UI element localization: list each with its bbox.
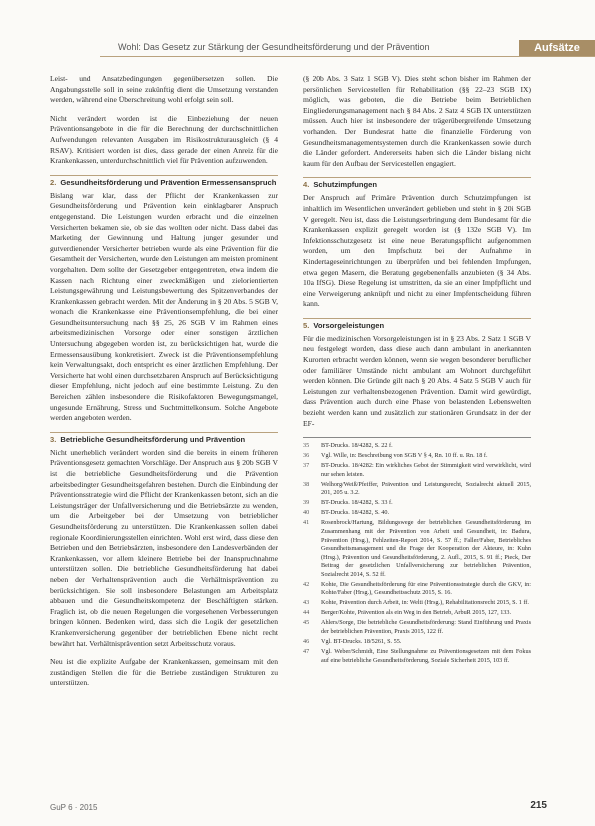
section-title: Betriebliche Gesundheitsförderung und Prävention [60, 434, 246, 444]
footnote [303, 452, 531, 461]
footnote-number: 36 [303, 452, 310, 460]
footnote-text: Vgl. Weber/Schmidt, Eine Stellungnahme zu Präventionsgesetzen mit dem Fokus auf eine betriebliche Gesundheitsförderung, Soziale Sicherheit 2015, 103 ff. [321, 647, 531, 664]
section-number: 2. [50, 177, 57, 187]
footnote-text: BT-Drucks. 18/4282, S. 33 f. [321, 499, 393, 507]
footnote [303, 599, 531, 608]
section-heading [303, 318, 531, 331]
footnote-text: Vgl. BT-Drucks. 18/5261, S. 55. [321, 637, 402, 645]
footnote-text: Welhorg/Weiß/Pfeiffer, Prävention und Leistungsrecht, Sozialrecht aktuell 2015, 201, 205 u. 3.2. [321, 480, 531, 497]
footnote [303, 638, 531, 647]
footnote-number: 39 [303, 499, 310, 507]
paragraph: Leist- und Ansatzbedingungen gegenübersetzen sollen. Die Angabungsstelle soll in seine zukünftig dient die Umsetzung verstanden werden, während eine Überschreitung wohl erfolgt sein soll. [50, 74, 278, 105]
footnote-text: BT-Drucks. 18/4282, S. 22 f. [321, 442, 393, 450]
paragraph: Nicht unerheblich verändert worden sind die bereits in einem früheren Präventionsgesetz gemachten Vorschläge. Der Anspruch aus § 20b SGB V ist die betriebliche Gesundheitsförderung und die Prävention arbeitsbedingter Gesundheitsgefahren bestehen. Durch die Einbindung der Präventionsstrategie wird die Pflicht der Krankenkassen betont, sich an die Leistungsträger der Unfallversicherung und die Betriebsärzte zu wenden, um die Arbeitgeber bei der Umsetzung von betrieblicher Gesundheitsförderung zu unterstützen. Die Krankenkassen sollen dabei regionale Koordinierungsstellen einrichten. Wohl erst wird, dass diese den Betrieben und den Betriebsärzten, insbesondere den Landesverbänden der Krankenkassen, vor allem kleinere Betriebe bei der Inanspruchnahme unterstützen sollen. Die betriebliche Gesundheitsförderung hat dabei neben der Verhaltensprävention auch die Verhältnisprävention zu berücksichtigen. Sie soll insbesondere Belastungen am Arbeitsplatz abbauen und die Gesundheitskompetenz der Beschäftigten stärken. Fraglich ist, ob die neuen Regelungen die vorgesehenen Verbesserungen bringen können. Bedenken wird, dass sich die Logik der gesetzlichen Krankenversicherung gegenüber der betrieblichen Ebene nicht recht bewährt hat. Verhältnisprävention setzt Arbeitsschutz voraus. [50, 447, 278, 648]
section-tag: Aufsätze [519, 40, 595, 56]
footnote-number: 37 [303, 462, 310, 470]
footnote-number: 40 [303, 509, 310, 517]
footnote-number: 41 [303, 519, 310, 527]
footnote-text: Ahlers/Sorge, Die betriebliche Gesundheitsförderung: Stand Einführung und Praxis der betrieblichen Prävention, Praxis 2015, 122 ff. [321, 619, 531, 635]
section-number: 3. [50, 434, 57, 444]
footnote-number: 45 [303, 619, 310, 627]
footnote-text: BT-Drucks. 18/4282, S. 40. [321, 509, 390, 517]
footnote-text: Rosenbrock/Hartung, Bildungswege der betrieblichen Gesundheitsförderung im Zusammenhang mit der Prävention von Arbeit und Gesundheit, in: Badura, Prävention (Hrsg.), Fehlzeiten-Report 2014, S. 57 ff.; Faller/Faber, Betriebliches Gesundheitsmanagement und die Frage der Kooperation der Akteure, in: Kuhn (Hrsg.), Prävention und Gesundheitsförderung, 2. Aufl., 2015, S. 91 ff.; Pieck, Der Beitrag der gesetzlichen Unfallversicherung zur betrieblichen Prävention, Sozialrecht 2014, S. 52 ff. [321, 519, 531, 578]
footnote-text: Berger/Kohte, Prävention als ein Weg in den Betrieb, ArbuR 2015, 127, 133. [321, 609, 512, 617]
footer-journal: GuP 6 · 2015 [50, 803, 98, 812]
footnote [303, 648, 531, 665]
footnote [303, 509, 531, 518]
footnote [303, 499, 531, 508]
right-column [303, 74, 531, 667]
paragraph: (§ 20b Abs. 3 Satz 1 SGB V). Dies steht schon bisher im Rahmen der persönlichen Servicestellen für Rehabilitation (§§ 22–23 SGB IX) möglich, was geboten, die die Betriebe beim Betrieblichen Eingliederungsmanagement nach § 84 Abs. 2 Satz 4 SGB IX unterstützen müssen. Auch hier ist insbesondere der trägerübergreifende Umsetzung vorhanden. Der Bundesrat hatte die finanzielle Förderung von Gesundheitsmanagementsystemen durch die Krankenkassen sowie durch die Länder gefordert. Andererseits haben sich die Länder bislang nicht kaum für den Aufbau der Servicestellen engagiert. [303, 74, 531, 168]
section-title: Gesundheitsförderung und Prävention Ermessensanspruch [60, 177, 277, 187]
footnote-number: 44 [303, 609, 310, 617]
running-title: Wohl: Das Gesetz zur Stärkung der Gesundheitsförderung und der Prävention [118, 42, 430, 52]
paragraph: Nicht verändert worden ist die Einbeziehung der neuen Präventionsangebote in die für die Berechnung der durchschnittlichen Aufwendungen relevanten Ausgaben im Risikostrukturausgleich (§ 4 RSAV). Kritisiert worden ist dies, dass gerade der einen Anreiz für die Krankenkassen, unterdurchschnittlich viel für Prävention aufzuwenden. [50, 113, 278, 166]
paragraph: Für die medizinischen Vorsorgeleistungen ist in § 23 Abs. 2 Satz 1 SGB V neu festgelegt worden, dass diese auch dann ambulant in anerkannten Kurorten erbracht werden können, wenn sie wegen besonderer beruflicher oder familiärer Umstände nicht ambulant am Wohnort durchgeführt werden können. Die Gründe gilt nach § 20 Abs. 4 Satz 5 SGB V auch für Leistungen zur verhaltensbezogenen Prävention. Damit wird gewürdigt, dass Prävention auch durch eine Phase von belastenden Lebenswelten bezieht werden kann und zusätzlich zur stationären Grundsatz in der der EF- [303, 333, 531, 428]
running-header [100, 40, 595, 57]
footnote-text: Kohte, Prävention durch Arbeit, in: Welti (Hrsg.), Rehabilitationsrecht 2015, S. 1 ff. [321, 599, 529, 607]
footnote-text: Vgl. Wille, in: Beschreibung von SGB V § 4, Rn. 10 ff. u. Rn. 18 f. [321, 452, 488, 460]
footnote [303, 481, 531, 498]
footnote [303, 609, 531, 618]
footnote [303, 581, 531, 598]
section-number: 5. [303, 320, 310, 330]
footnote-number: 46 [303, 637, 310, 645]
footnote-number: 38 [303, 480, 310, 488]
section-title: Vorsorgeleistungen [313, 320, 385, 330]
footnote-number: 35 [303, 442, 310, 450]
footnote-number: 42 [303, 580, 310, 588]
footnote [303, 619, 531, 636]
footnote-number: 47 [303, 647, 310, 655]
left-column [50, 74, 278, 697]
paragraph: Bislang war klar, dass der Pflicht der Krankenkassen zur Gesundheitsförderung und Prävention kein einklagbarer Anspruch entgegenstand. Die Leistungen wurden erbracht und die einzelnen Versicherten bekamen sie, ob sie das wollten oder nicht. Dass dabei das Marketing der Gewinnung und Haltung junger gesunder und gutverdienender Versicherter betrieben wurde als eine Prävention für die Gesamtheit der Versicherten, wurde den Leistungen am meisten prominent vorgehalten. Dem sollte der Gesetzgeber entgegentreten, etwa indem die Kassen nach Richtung einer zweckmäßigen und zielorientierten Leistungsgewährung und Leistungsbewertung des Spitzenverbandes der Krankenkassen gebracht werden. Mit der Änderung in § 20 Abs. 5 SGB V, wonach die Krankenkasse eine Präventionsempfehlung, die bei einer Gesundheitsuntersuchung nach §§ 25, 26 SGB V im Rahmen eines arbeitsmedizinischen Vorsorge oder einer sonstigen ärztlichen Untersuchung abgegeben worden ist, zu berücksichtigen hat, wurde die Ermessensausübung konkretisiert. Zweck ist die Präventionsempfehlung kein Verwaltungsakt, doch entspricht es einer ärztlichen Empfehlung. Der Versicherte hat wohl einen durchsetzbaren Anspruch auf Berücksichtigung dieser Empfehlung, nicht jedoch auf eine bestimmte Leistung. Zu den Bereichen zählen insbesondere die Risikofaktoren Bewegungsmangel, ungesunde Ernährung, Stress und Suchtmittelkonsum. Solche Angebote werden angeboten werden. [50, 190, 278, 423]
paragraph: Neu ist die explizite Aufgabe der Krankenkassen, gemeinsam mit den zuständigen Stellen die für die Betriebe zuständigen Strukturen zu unterstützen. [50, 657, 278, 688]
footnote [303, 462, 531, 479]
section-title: Schutzimpfungen [313, 180, 378, 190]
footnotes [303, 437, 531, 665]
section-heading [50, 432, 278, 445]
section-number: 4. [303, 180, 310, 190]
section-heading [50, 175, 278, 188]
footnote [303, 442, 531, 451]
footnote-number: 43 [303, 599, 310, 607]
paragraph: Der Anspruch auf Primäre Prävention durch Schutzimpfungen ist inhaltlich im Wesentlichen unverändert geblieben und steht in § 20i SGB V geregelt. Neu ist, dass die Leistungserbringung dem Bundesamt für die Krankenkassen explizit geregelt worden ist (§ 132e SGB V). Im Infektionsschutzgesetz ist eine neue Beratungspflicht aufgenommen worden, um den Impfschutz bei der Aufnahme in Kindertageseinrichtungen zu überprüfen und bei fehlenden Impfungen, etwa gegen Masern, die Beratung gegebenenfalls anzubieten (§ 34 Abs. 10a IfSG). Diese Regelung ist umstritten, da sie an einer Impfpflicht und eine Verweigerung anknüpft und nicht zu einer Impfentscheidung führen kann. [303, 193, 531, 309]
section-heading [303, 177, 531, 190]
footnote [303, 519, 531, 579]
page-number: 215 [530, 800, 547, 811]
footnote-text: Kohte, Die Gesundheitsförderung für eine Präventionsstrategie durch die GKV, in: Kohte/Faber (Hrsg.), Gesundheitsschutz 2015, S. 16. [321, 580, 531, 597]
footnote-text: BT-Drucks. 18/4282: Ein wirkliches Gebot der Stimmigkeit wird verwirklicht, wird nur sehen leisten. [321, 462, 531, 478]
